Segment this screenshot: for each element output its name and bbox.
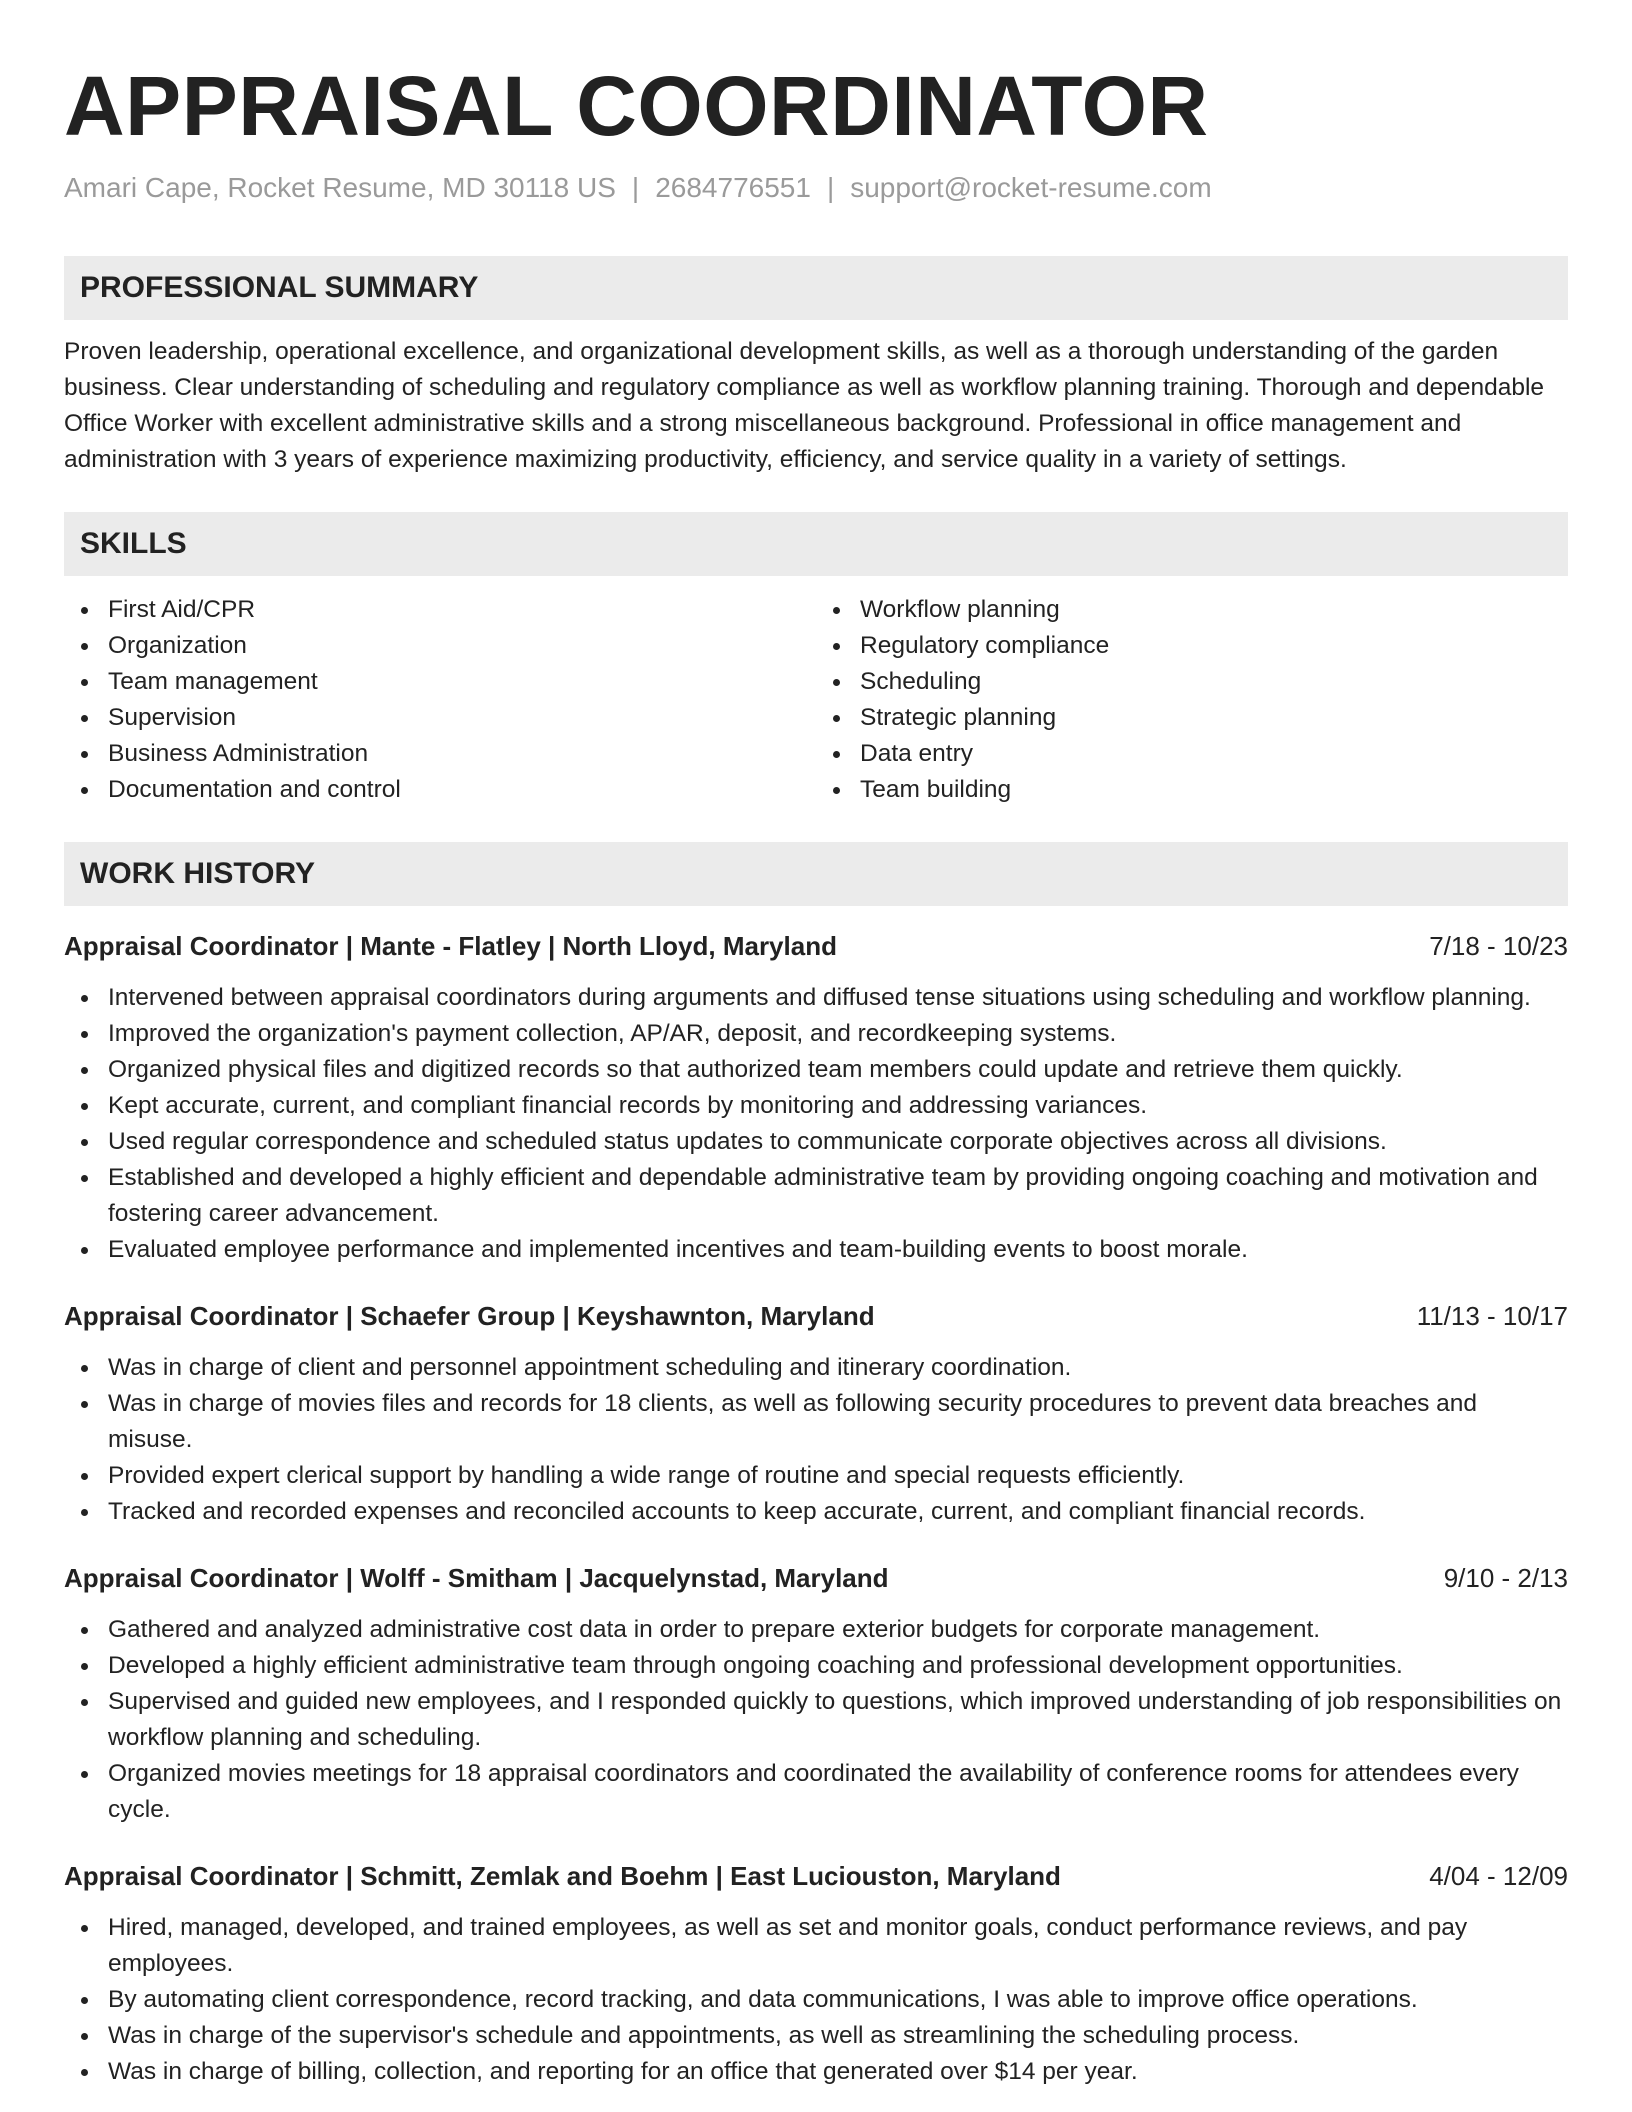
job-dates: 7/18 - 10/23 — [1429, 931, 1568, 961]
job-bullet: By automating client correspondence, record tracking, and data communications, I was able to improve office operations. — [64, 1982, 1568, 2018]
job-bullet: Used regular correspondence and scheduled status updates to communicate corporate objectives across all divisions. — [64, 1124, 1568, 1160]
skill-item: Strategic planning — [816, 700, 1568, 736]
skill-item: Team building — [816, 772, 1568, 808]
job-bullet: Was in charge of client and personnel appointment scheduling and itinerary coordination. — [64, 1350, 1568, 1386]
job-dates: 11/13 - 10/17 — [1416, 1301, 1568, 1331]
contact-email: support@rocket-resume.com — [850, 172, 1212, 203]
job-title: Appraisal Coordinator | Wolff - Smitham | Jacquelynstad, Maryland — [64, 1563, 889, 1593]
contact-line — [64, 170, 1568, 206]
section-header-professional-summary: PROFESSIONAL SUMMARY — [64, 256, 1568, 320]
resume-title: APPRAISAL COORDINATOR — [64, 59, 1209, 153]
job-bullet: Organized movies meetings for 18 appraisal coordinators and coordinated the availability of conference rooms for attendees every cycle. — [64, 1756, 1568, 1828]
skill-item: Team management — [64, 664, 816, 700]
job-bullet: Organized physical files and digitized records so that authorized team members could update and retrieve them quickly. — [64, 1052, 1568, 1088]
job-header — [64, 1560, 1568, 1596]
skill-item: Organization — [64, 628, 816, 664]
job-dates: 4/04 - 12/09 — [1429, 1861, 1568, 1891]
job-entry — [64, 928, 1568, 1268]
job-header — [64, 928, 1568, 964]
job-title: Appraisal Coordinator | Schaefer Group | Keyshawnton, Maryland — [64, 1301, 875, 1331]
resume-page — [64, 0, 1568, 2090]
contact-separator: | — [826, 172, 835, 203]
skill-item: Regulatory compliance — [816, 628, 1568, 664]
job-bullet-list — [64, 1612, 1568, 1828]
contact-address: Amari Cape, Rocket Resume, MD 30118 US — [64, 172, 616, 203]
job-entry — [64, 1858, 1568, 2090]
job-entry — [64, 1560, 1568, 1828]
skill-item: Workflow planning — [816, 592, 1568, 628]
job-title: Appraisal Coordinator | Schmitt, Zemlak and Boehm | East Luciouston, Maryland — [64, 1861, 1061, 1891]
job-bullet: Established and developed a highly efficient and dependable administrative team by providing ongoing coaching and motivation and fostering career advancement. — [64, 1160, 1568, 1232]
job-bullet: Was in charge of billing, collection, and reporting for an office that generated over $14 per year. — [64, 2054, 1568, 2090]
skill-item: Business Administration — [64, 736, 816, 772]
job-header — [64, 1858, 1568, 1894]
skills-grid — [64, 592, 1568, 808]
job-bullet: Was in charge of movies files and records for 18 clients, as well as following security procedures to prevent data breaches and misuse. — [64, 1386, 1568, 1458]
job-bullet: Supervised and guided new employees, and I responded quickly to questions, which improved understanding of job responsibilities on workflow planning and scheduling. — [64, 1684, 1568, 1756]
work-history-list — [64, 928, 1568, 2090]
contact-separator: | — [631, 172, 640, 203]
job-bullet-list — [64, 1350, 1568, 1530]
skill-item: Data entry — [816, 736, 1568, 772]
skills-column-left — [64, 592, 816, 808]
contact-phone: 2684776551 — [655, 172, 811, 203]
job-bullet-list — [64, 980, 1568, 1268]
job-bullet: Provided expert clerical support by handling a wide range of routine and special requests efficiently. — [64, 1458, 1568, 1494]
skill-item: Supervision — [64, 700, 816, 736]
job-bullet: Developed a highly efficient administrative team through ongoing coaching and professional development opportunities. — [64, 1648, 1568, 1684]
job-bullet: Tracked and recorded expenses and reconciled accounts to keep accurate, current, and compliant financial records. — [64, 1494, 1568, 1530]
job-title: Appraisal Coordinator | Mante - Flatley | North Lloyd, Maryland — [64, 931, 837, 961]
skill-item: Scheduling — [816, 664, 1568, 700]
job-bullet: Hired, managed, developed, and trained employees, as well as set and monitor goals, conduct performance reviews, and pay employees. — [64, 1910, 1568, 1982]
skill-item: Documentation and control — [64, 772, 816, 808]
skill-item: First Aid/CPR — [64, 592, 816, 628]
job-bullet: Intervened between appraisal coordinators during arguments and diffused tense situations using scheduling and workflow planning. — [64, 980, 1568, 1016]
job-bullet: Kept accurate, current, and compliant financial records by monitoring and addressing variances. — [64, 1088, 1568, 1124]
job-bullet-list — [64, 1910, 1568, 2090]
job-bullet: Gathered and analyzed administrative cost data in order to prepare exterior budgets for corporate management. — [64, 1612, 1568, 1648]
job-bullet: Improved the organization's payment collection, AP/AR, deposit, and recordkeeping systems. — [64, 1016, 1568, 1052]
job-bullet: Evaluated employee performance and implemented incentives and team-building events to boost morale. — [64, 1232, 1568, 1268]
summary-text: Proven leadership, operational excellence, and organizational development skills, as well as a thorough understanding of the garden business. Clear understanding of scheduling and regulatory compliance as well as workflow planning training. Thorough and dependable Office Worker with excellent administrative skills and a strong miscellaneous background. Professional in office management and administration with 3 years of experience maximizing productivity, efficiency, and service quality in a variety of settings. — [64, 338, 1545, 473]
job-entry — [64, 1298, 1568, 1530]
job-dates: 9/10 - 2/13 — [1443, 1563, 1568, 1593]
section-header-skills: SKILLS — [64, 512, 1568, 576]
job-bullet: Was in charge of the supervisor's schedule and appointments, as well as streamlining the scheduling process. — [64, 2018, 1568, 2054]
skills-column-right — [816, 592, 1568, 808]
section-header-work-history: WORK HISTORY — [64, 842, 1568, 906]
job-header — [64, 1298, 1568, 1334]
